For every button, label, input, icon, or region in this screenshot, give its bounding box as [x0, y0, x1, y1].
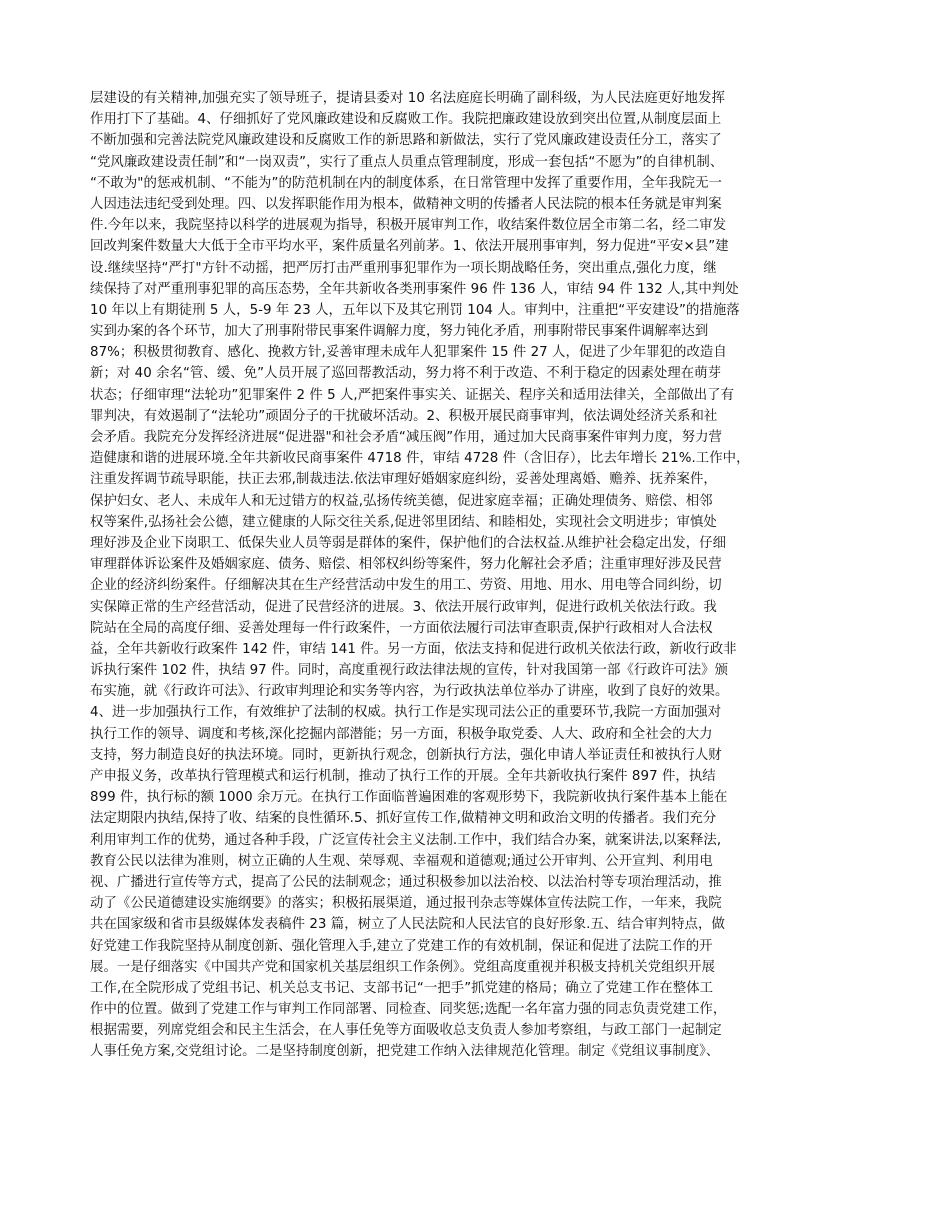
- text-line: 支持，努力制造良好的执法环境。同时，更新执行观念，创新执行方法，强化申请人举证责任和被执行人财: [90, 747, 722, 763]
- text-line: 视、广播进行宣传等方式，提高了公民的法制观念；通过积极参加以法治校、以法治村等专项治理活动，推: [90, 874, 722, 890]
- text-line: 87%；积极贯彻教育、感化、挽救方针,妥善审理未成年人犯罪案件 15 件 27 人，促进了少年罪犯的改造自: [90, 345, 727, 361]
- text-line: “不敢为"的惩戒机制、“不能为”的防范机制在内的制度体系，在日常管理中发挥了重要作用，全年我院无一: [90, 175, 722, 191]
- text-line: 展。一是仔细落实《中国共产党和国家机关基层组织工作条例》。党组高度重视并积极支持机关党组织开展: [90, 959, 716, 975]
- text-line: 共在国家级和省市县级媒体发表稿件 23 篇，树立了人民法院和人民法官的良好形象.五、结合审判特点，做: [90, 917, 725, 933]
- text-line: 权等案件,弘扬社会公德，建立健康的人际交往关系,促进邻里团结、和睦相处，实现社会文明进步；审慎处: [90, 514, 717, 530]
- text-line: 状态；仔细审理“法轮功”犯罪案件 2 件 5 人,严把案件事实关、证据关、程序关和适用法律关，全部做出了有: [90, 387, 735, 403]
- text-line: 899 件，执行标的额 1000 余万元。在执行工作面临普遍困难的客观形势下，我院新收执行案件基本上能在: [90, 790, 728, 806]
- text-line: 回改判案件数量大大低于全市平均水平，案件质量名列前茅。1、依法开展刑事审判，努力促进“平安×县”建: [90, 239, 729, 255]
- text-line: 实到办案的各个环节，加大了刑事附带民事案件调解力度，努力钝化矛盾，刑事附带民事案件调解率达到: [90, 324, 709, 340]
- text-line: 益，全年共新收行政案件 142 件，审结 141 件。另一方面，依法支持和促进行政机关依法行政，新收行政非: [90, 641, 737, 657]
- text-line: 诉执行案件 102 件，执结 97 件。同时，高度重视行政法律法规的宣传，针对我国第一部《行政许可法》颁: [90, 663, 729, 679]
- text-line: 10 年以上有期徒刑 5 人，5-9 年 23 人，五年以下及其它刑罚 104 人。审判中，注重把“平安建设”的措施落: [90, 302, 740, 318]
- text-line: 罪判决，有效遏制了“法轮功”顽固分子的干扰破坏活动。2、积极开展民商事审判，依法调处经济关系和社: [90, 408, 718, 424]
- text-line: 理好涉及企业下岗职工、低保失业人员等弱是群体的案件，保护他们的合法权益.从维护社会稳定出发，仔细: [90, 535, 727, 551]
- text-line: 作中的位置。做到了党建工作与审判工作同部署、同检查、同奖惩;选配一名年富力强的同志负责党建工作，: [90, 1002, 727, 1018]
- text-line: 布实施，就《行政许可法》、行政审判理论和实务等内容，为行政执法单位举办了讲座，收到了良好的效果。: [90, 684, 729, 700]
- text-line: 好党建工作我院坚持从制度创新、强化管理入手,建立了党建工作的有效机制，保证和促进了法院工作的开: [90, 938, 713, 954]
- text-line: 会矛盾。我院充分发挥经济进展“促进器"和社会矛盾“减压阀”作用，通过加大民商事案件审判力度，努力营: [90, 430, 722, 445]
- text-line: 产申报义务，改革执行管理模式和运行机制，推动了执行工作的开展。全年共新收执行案件 897 件，执结: [90, 769, 716, 784]
- text-line: 设.继续坚持“严打"方针不动摇，把严厉打击严重刑事犯罪作为一项长期战略任务，突出重点,强化力度，继: [90, 260, 717, 276]
- text-line: 造健康和谐的进展环境.全年共新收民商事案件 4718 件，审结 4728 件（含旧存），比去年增长 21%.工作中，: [90, 451, 750, 467]
- text-line: 审理群体诉讼案件及婚姻家庭、债务、赔偿、相邻权纠纷等案件，努力化解社会矛盾；注重审理好涉及民营: [90, 557, 722, 573]
- text-line: 不断加强和完善法院党风廉政建设和反腐败工作的新思路和新做法，实行了党风廉政建设责任分工，落实了: [90, 133, 722, 149]
- text-line: 实保障正常的生产经营活动，促进了民营经济的进展。3、依法开展行政审判，促进行政机关依法行政。我: [90, 599, 717, 615]
- text-line: 利用审判工作的优势，通过各种手段，广泛宣传社会主义法制.工作中，我们结合办案，就案讲法,以案释法,: [90, 832, 722, 848]
- text-line: 工作,在全院形成了党组书记、机关总支书记、支部书记“一把手”抓党建的格局；确立了党建工作在整体工: [90, 980, 714, 996]
- text-line: 人事任免方案,交党组讨论。二是坚持制度创新，把党建工作纳入法律规范化管理。制定《党组议事制度》、: [90, 1044, 720, 1060]
- text-line: 执行工作的领导、调度和考核,深化挖掘内部潜能；另一方面，积极争取党委、人大、政府和全社会的大力: [90, 726, 713, 742]
- text-line: 件.今年以来，我院坚持以科学的进展观为指导，积极开展审判工作，收结案件数位居全市第二名，经二审发: [90, 218, 727, 234]
- text-line: 保护妇女、老人、未成年人和无过错方的权益,弘扬传统美德，促进家庭幸福；正确处理债务、赔偿、相邻: [90, 493, 713, 509]
- document-page: [90, 88, 865, 1063]
- text-line: 企业的经济纠纷案件。仔细解决其在生产经营活动中发生的用工、劳资、用地、用水、用电等合同纠纷，切: [90, 578, 722, 594]
- text-line: 注重发挥调节疏导职能，扶正去邪,制裁违法.依法审理好婚姻家庭纠纷，妥善处理离婚、赡养、抚养案件，: [90, 472, 717, 488]
- text-line: 教育公民以法律为准则，树立正确的人生观、荣辱观、幸福观和道德观;通过公开审判、公开宣判、利用电: [90, 853, 713, 869]
- text-line: 层建设的有关精神,加强充实了领导班子，提请县委对 10 名法庭庭长明确了副科级，为人民法庭更好地发挥: [90, 91, 725, 106]
- text-line: 院站在全局的高度仔细、妥善处理每一件行政案件，一方面依法履行司法审查职责,保护行政相对人合法权: [90, 620, 713, 636]
- text-line: 作用打下了基础。4、仔细抓好了党风廉政建设和反腐败工作。我院把廉政建设放到突出位置,从制度层面上: [90, 112, 722, 128]
- text-line: 人因违法违纪受到处理。四、以发挥职能作用为根本，做精神文明的传播者人民法院的根本任务就是审判案: [90, 196, 722, 212]
- text-line: 续保持了对严重刑事犯罪的高压态势，全年共新收各类刑事案件 96 件 136 人，审结 94 件 132 人,其中判处: [90, 281, 739, 297]
- text-line: 动了《公民道德建设实施纲要》的落实；积极拓展渠道，通过报刊杂志等媒体宣传法院工作，一年来，我院: [90, 896, 722, 912]
- text-line: 根据需要，列席党组会和民主生活会，在人事任免等方面吸收总支负责人参加考察组，与政工部门一起制定: [90, 1023, 722, 1039]
- text-line: 新；对 40 余名“管、缓、免”人员开展了巡回帮教活动，努力将不利于改造、不利于稳定的因素处理在萌芽: [90, 366, 722, 382]
- text-line: 法定期限内执结,保持了收、结案的良性循环.5、抓好宣传工作,做精神文明和政治文明的传播者。我们充分: [90, 811, 717, 827]
- text-line: 4、进一步加强执行工作，有效维护了法制的权威。执行工作是实现司法公正的重要环节,我院一方面加强对: [90, 705, 722, 721]
- text-line: “党风廉政建设责任制”和“一岗双责”，实行了重点人员重点管理制度，形成一套包括“不愿为”的自律机制、: [90, 154, 724, 170]
